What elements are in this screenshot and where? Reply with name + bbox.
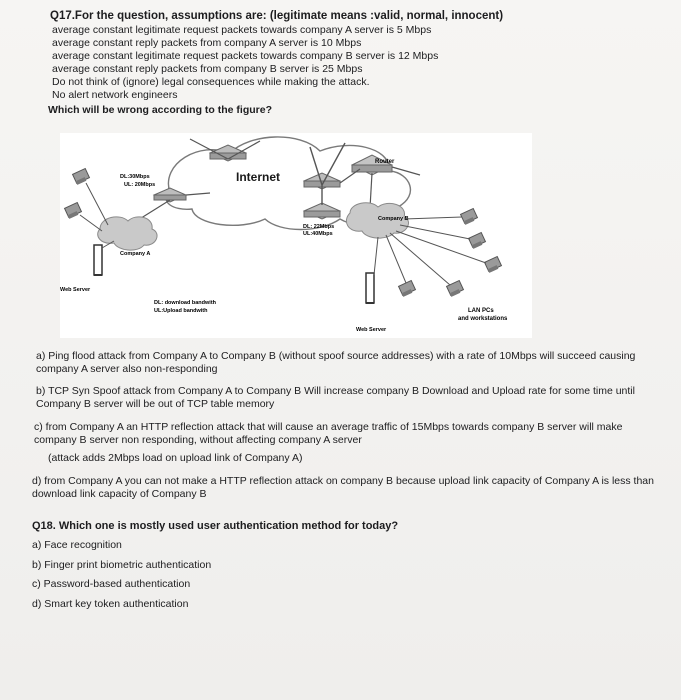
q18-option-a: a) Face recognition xyxy=(32,539,122,551)
router-label: Router xyxy=(375,159,395,165)
assumption-5: Do not think of (ignore) legal consequences while making the attack. xyxy=(52,76,370,88)
option-b-line2: Company B server will be out of TCP table memory xyxy=(36,398,275,410)
internet-label: Internet xyxy=(236,170,281,184)
web-server-b xyxy=(366,273,374,303)
assumption-3: average constant legitimate request packets towards company B server is 12 Mbps xyxy=(52,50,439,62)
q18-option-d: d) Smart key token authentication xyxy=(32,598,189,610)
b-rate-dl: DL: 22Mbps xyxy=(303,224,335,230)
option-c-line2: company B server non responding, without affecting company A server xyxy=(34,434,362,446)
option-c-line1: c) from Company A an HTTP reflection attack that will cause an average traffic of 15Mbps towards company B server will make xyxy=(34,421,623,433)
a-rate-dl: DL:30Mbps xyxy=(120,174,150,180)
lan-label-2: and workstations xyxy=(458,316,508,322)
web-server-a-label: Web Server xyxy=(60,287,91,293)
option-a-line2: company A server also non-responding xyxy=(36,363,218,375)
company-b-router xyxy=(304,203,340,219)
option-d-line1: d) from Company A you can not make a HTTP reflection attack on company B because upload link capacity of Company A is less than xyxy=(32,475,654,487)
company-a-label: Company A xyxy=(120,251,151,257)
option-a-line1: a) Ping flood attack from Company A to Company B (without spoof source addresses) with a rate of 10Mbps will succeed causing xyxy=(36,350,636,362)
pc-b4 xyxy=(447,281,464,297)
assumption-1: average constant legitimate request packets towards company A server is 5 Mbps xyxy=(52,24,432,36)
pc-b1 xyxy=(461,209,478,225)
option-b-line1: b) TCP Syn Spoof attack from Company A to Company B Will increase company B Download and Upload rate for some time until xyxy=(36,385,635,397)
lan-label-1: LAN PCs xyxy=(468,308,494,314)
option-c-line3: (attack adds 2Mbps load on upload link of Company A) xyxy=(48,452,303,464)
network-diagram xyxy=(60,133,532,338)
pc-b2 xyxy=(469,233,486,249)
assumption-4: average constant reply packets from company B server is 25 Mbps xyxy=(52,63,363,75)
q18-option-c: c) Password-based authentication xyxy=(32,578,191,590)
company-a-router xyxy=(154,188,186,202)
option-d-line2: download link capacity of Company B xyxy=(32,488,207,500)
q17-title: Q17.For the question, assumptions are: (legitimate means :valid, normal, innocent) xyxy=(50,10,504,22)
assumption-6: No alert network engineers xyxy=(52,89,178,101)
b-rate-ul: UL:40Mbps xyxy=(303,231,333,237)
company-b-label: Company B xyxy=(378,216,409,222)
legend-ul: UL:Upload bandwith xyxy=(154,308,208,314)
q18-option-b: b) Finger print biometric authentication xyxy=(32,559,212,571)
a-rate-ul: UL: 20Mbps xyxy=(124,182,156,188)
pc-b5 xyxy=(399,281,416,297)
pc-a2 xyxy=(65,203,82,219)
assumption-2: average constant reply packets from company A server is 10 Mbps xyxy=(52,37,362,49)
web-server-b-label: Web Server xyxy=(356,327,387,333)
q17-question: Which will be wrong according to the figure? xyxy=(48,104,273,116)
pc-a1 xyxy=(73,169,90,185)
pc-b3 xyxy=(485,257,502,273)
legend-dl: DL: download bandwith xyxy=(154,300,217,306)
q18-question: Q18. Which one is mostly used user authentication method for today? xyxy=(32,520,399,532)
web-server-a xyxy=(94,245,102,275)
